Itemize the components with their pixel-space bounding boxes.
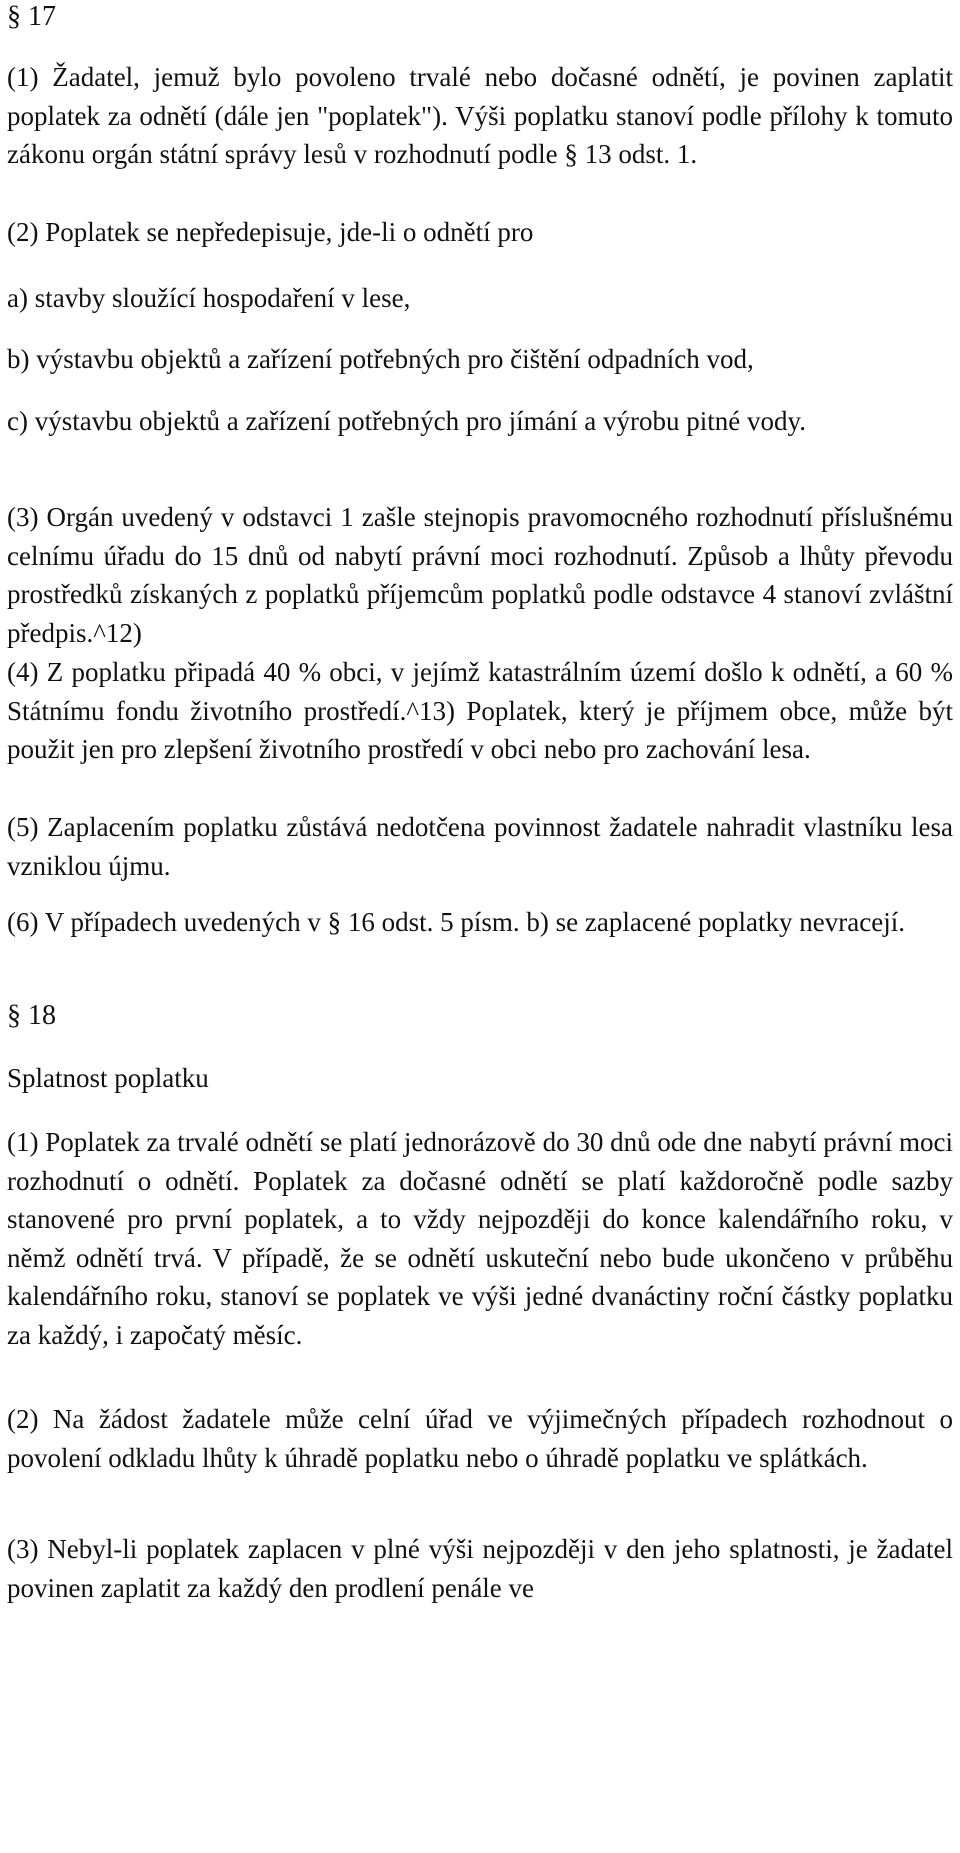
section-18-heading: § 18	[7, 1000, 56, 1031]
section-17-paragraph-6: (6) V případech uvedených v § 16 odst. 5 písm. b) se zaplacené poplatky nevracejí.	[7, 907, 905, 937]
section-17-paragraph-1: (1) Žadatel, jemuž bylo povoleno trvalé nebo dočasné odnětí, je povinen zaplatit poplatek za odnětí (dále jen "poplatek"). Výši poplatku stanoví podle přílohy k tomuto zákonu orgán státní správy lesů v rozhodnutí podle § 13 odst. 1.	[7, 62, 953, 169]
section-18-title: Splatnost poplatku	[7, 1063, 209, 1093]
section-17-paragraph-2: (2) Poplatek se nepředepisuje, jde-li o odnětí pro	[7, 217, 534, 247]
section-17-paragraph-3: (3) Orgán uvedený v odstavci 1 zašle stejnopis pravomocného rozhodnutí příslušnému celnímu úřadu do 15 dnů od nabytí právní moci rozhodnutí. Způsob a lhůty převodu prostředků získaných z poplatků příjemcům poplatků podle odstavce 4 stanoví zvláštní předpis.^12)	[7, 502, 953, 648]
section-18-paragraph-3: (3) Nebyl-li poplatek zaplacen v plné výši nejpozději v den jeho splatnosti, je žadatel povinen zaplatit za každý den prodlení penále ve	[7, 1534, 953, 1603]
section-18-paragraph-2: (2) Na žádost žadatele může celní úřad ve výjimečných případech rozhodnout o povolení odkladu lhůty k úhradě poplatku nebo o úhradě poplatku ve splátkách.	[7, 1404, 953, 1473]
section-17-paragraph-4: (4) Z poplatku připadá 40 % obci, v jejímž katastrálním území došlo k odnětí, a 60 % Státnímu fondu životního prostředí.^13) Poplatek, který je příjmem obce, může být použit jen pro zlepšení životního prostředí v obci nebo pro zachování lesa.	[7, 657, 953, 764]
section-18-paragraph-1: (1) Poplatek za trvalé odnětí se platí jednorázově do 30 dnů ode dne nabytí právní moci rozhodnutí o odnětí. Poplatek za dočasné odnětí se platí každoročně podle sazby stanovené pro první poplatek, a to vždy nejpozději do konce kalendářního roku, v němž odnětí trvá. V případě, že se odnětí uskuteční nebo bude ukončeno v průběhu kalendářního roku, stanoví se poplatek ve výši jedné dvanáctiny roční částky poplatku za každý, i započatý měsíc.	[7, 1127, 953, 1350]
section-17-paragraph-5: (5) Zaplacením poplatku zůstává nedotčena povinnost žadatele nahradit vlastníku lesa vzniklou újmu.	[7, 812, 953, 881]
section-17-heading: § 17	[7, 1, 56, 32]
section-17-item-c: c) výstavbu objektů a zařízení potřebných pro jímání a výrobu pitné vody.	[7, 406, 807, 436]
section-17-item-b: b) výstavbu objektů a zařízení potřebných pro čištění odpadních vod,	[7, 344, 754, 374]
section-17-item-a: a) stavby sloužící hospodaření v lese,	[7, 283, 411, 313]
